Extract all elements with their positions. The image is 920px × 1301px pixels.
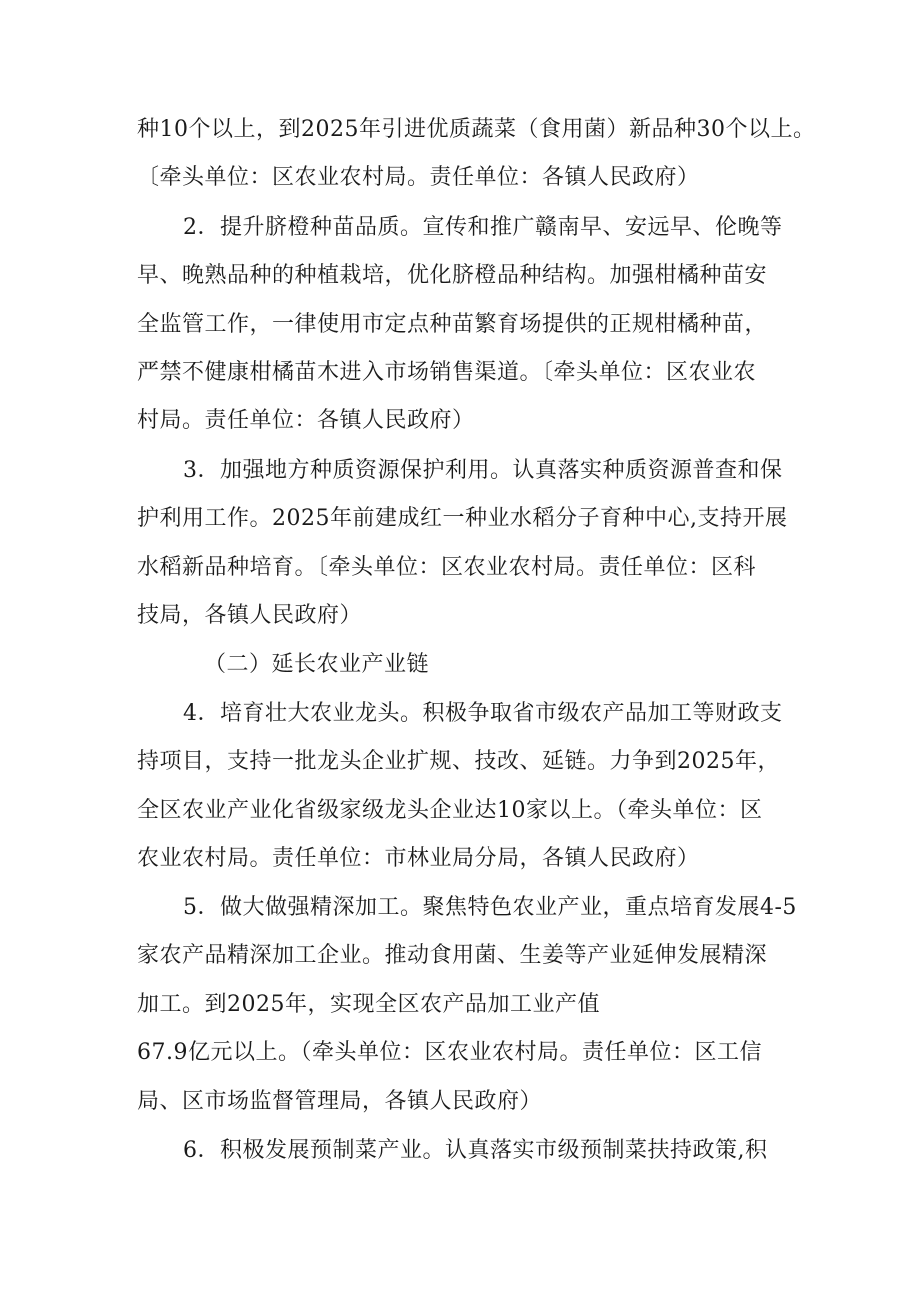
text-line-1: 种10个以上，到2025年引进优质蔬菜（食用菌）新品种30个以上。 (137, 117, 816, 142)
item-5-paragraph-start: 5．做大做强精深加工。聚焦特色农业产业，重点培育发展4-5 (183, 895, 797, 920)
text-line-10: 水稻新品种培育。〔牵头单位：区农业农村局。责任单位：区科 (137, 555, 757, 580)
text-line-9: 护利用工作。2025年前建成红一种业水稻分子育种中心,支持开展 (137, 506, 788, 531)
text-line-6: 严禁不健康柑橘苗木进入市场销售渠道。〔牵头单位：区农业农 (137, 360, 757, 385)
text-line-4: 早、晚熟品种的种植栽培，优化脐橙品种结构。加强柑橘种苗安 (137, 263, 768, 288)
item-3-paragraph-start: 3．加强地方种质资源保护利用。认真落实种质资源普查和保 (183, 458, 783, 483)
text-line-11: 技局，各镇人民政府） (137, 603, 363, 628)
item-6-paragraph-start: 6．积极发展预制菜产业。认真落实市级预制菜扶持政策,积 (183, 1138, 768, 1163)
text-line-14: 持项目，支持一批龙头企业扩规、技改、延链。力争到2025年， (137, 749, 780, 774)
text-line-18: 家农产品精深加工企业。推动食用菌、生姜等产业延伸发展精深 (137, 943, 768, 968)
text-line-7: 村局。责任单位：各镇人民政府） (137, 408, 475, 433)
text-line-2: 〔牵头单位：区农业农村局。责任单位：各镇人民政府） (137, 165, 700, 190)
text-line-20: 67.9亿元以上。（牵头单位：区农业农村局。责任单位：区工信 (137, 1040, 762, 1065)
text-line-21: 局、区市场监督管理局，各镇人民政府） (137, 1089, 543, 1114)
text-line-5: 全监管工作，一律使用市定点种苗繁育场提供的正规柑橘种苗， (137, 312, 768, 337)
item-2-paragraph-start: 2．提升脐橙种苗品质。宣传和推广赣南早、安远早、伦晚等 (183, 215, 783, 240)
text-line-19: 加工。到2025年，实现全区农产品加工业产值 (137, 992, 600, 1017)
section-heading: （二）延长农业产业链 (204, 652, 430, 677)
text-line-15: 全区农业产业化省级家级龙头企业达10家以上。（牵头单位：区 (137, 798, 763, 823)
text-line-16: 农业农村局。责任单位：市林业局分局，各镇人民政府） (137, 846, 700, 871)
item-4-paragraph-start: 4．培育壮大农业龙头。积极争取省市级农产品加工等财政支 (183, 701, 783, 726)
